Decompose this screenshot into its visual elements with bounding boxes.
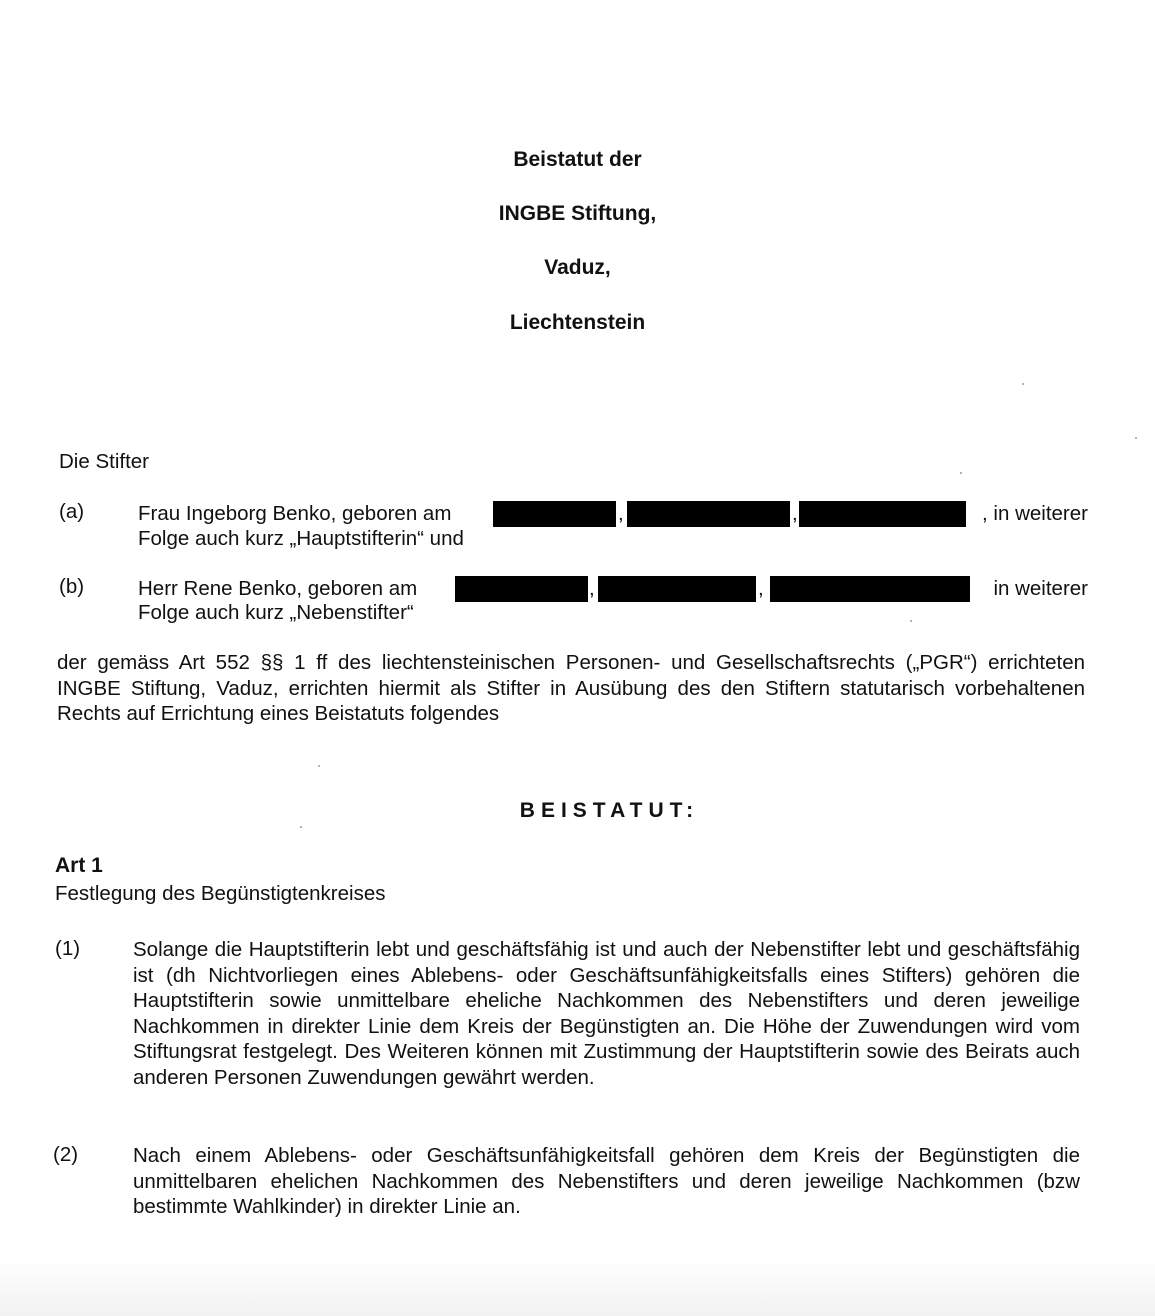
intro-text: Die Stifter xyxy=(59,450,149,473)
scan-speck xyxy=(910,620,912,622)
separator-comma: , xyxy=(792,502,798,525)
redaction-block xyxy=(598,576,756,602)
article-title: Art 1 xyxy=(55,854,103,877)
separator-comma: , xyxy=(589,577,595,600)
party-b-label: (b) xyxy=(59,575,85,598)
party-a-continuation: Folge auch kurz „Hauptstifterin“ und xyxy=(138,527,464,550)
scan-speck xyxy=(1135,437,1137,439)
redaction-block xyxy=(799,501,966,527)
party-b-continuation: Folge auch kurz „Nebenstifter“ xyxy=(138,601,414,624)
page-bottom-shadow xyxy=(0,1256,1155,1316)
scan-speck xyxy=(960,472,962,474)
title-line-3: Vaduz, xyxy=(544,256,611,279)
party-b-lead: Herr Rene Benko, geboren am xyxy=(138,577,418,600)
clause-2-text: Nach einem Ablebens- oder Geschäftsunfähigkeitsfall gehören dem Kreis der Begünstigten die unmittelbaren ehelichen Nachkommen des Nebenstifters und deren jeweilige Nachkommen (bzw bestimmte Wahlkinder) in direkter Linie an. xyxy=(133,1144,1080,1218)
title-line-4: Liechtenstein xyxy=(509,311,646,334)
clause-2-number: (2) xyxy=(53,1143,79,1166)
party-b-tail: in weiterer xyxy=(993,577,1088,600)
article-subtitle: Festlegung des Begünstigtenkreises xyxy=(55,882,386,905)
party-a-line xyxy=(138,501,1088,527)
scan-speck xyxy=(1022,383,1024,385)
scan-speck xyxy=(318,765,320,767)
separator-comma: , xyxy=(758,577,764,600)
main-paragraph: der gemäss Art 552 §§ 1 ff des liechtensteinischen Personen- und Gesellschaftsrechts („PGR“) errichteten INGBE Stiftung, Vaduz, errichten hiermit als Stifter in Ausübung des den Stiftern statutarisch vorbehaltenen Rechts auf Errichtung eines Beistatuts folgendes xyxy=(57,651,1085,725)
redaction-block xyxy=(627,501,790,527)
scan-speck xyxy=(300,826,302,828)
redaction-block xyxy=(770,576,970,602)
title-line-2: INGBE Stiftung, xyxy=(498,202,657,225)
party-b-line xyxy=(138,576,1088,602)
redaction-block xyxy=(455,576,588,602)
redaction-block xyxy=(493,501,616,527)
party-a-lead: Frau Ingeborg Benko, geboren am xyxy=(138,502,452,525)
clause-1-number: (1) xyxy=(55,937,81,960)
party-a-tail: , in weiterer xyxy=(982,502,1088,525)
title-line-1: Beistatut der xyxy=(513,148,642,171)
party-a-label: (a) xyxy=(59,500,85,523)
clause-1-text: Solange die Hauptstifterin lebt und geschäftsfähig ist und auch der Nebenstifter lebt und geschäftsfähig ist (dh Nichtvorliegen eines Ablebens- oder Geschäftsunfähigkeitsfalls eines Stifters) gehören die Hauptstifterin sowie unmittelbare eheliche Nachkommen des Nebenstifters und deren jeweilige Nachkommen in direkter Linie dem Kreis der Begünstigten an. Die Höhe der Zuwendungen wird vom Stiftungsrat festgelegt. Des Weiteren können mit Zustimmung der Hauptstifterin sowie des Beirats auch anderen Personen Zuwendungen gewährt werden. xyxy=(133,938,1080,1089)
separator-comma: , xyxy=(618,502,624,525)
section-heading: BEISTATUT: xyxy=(519,799,700,822)
